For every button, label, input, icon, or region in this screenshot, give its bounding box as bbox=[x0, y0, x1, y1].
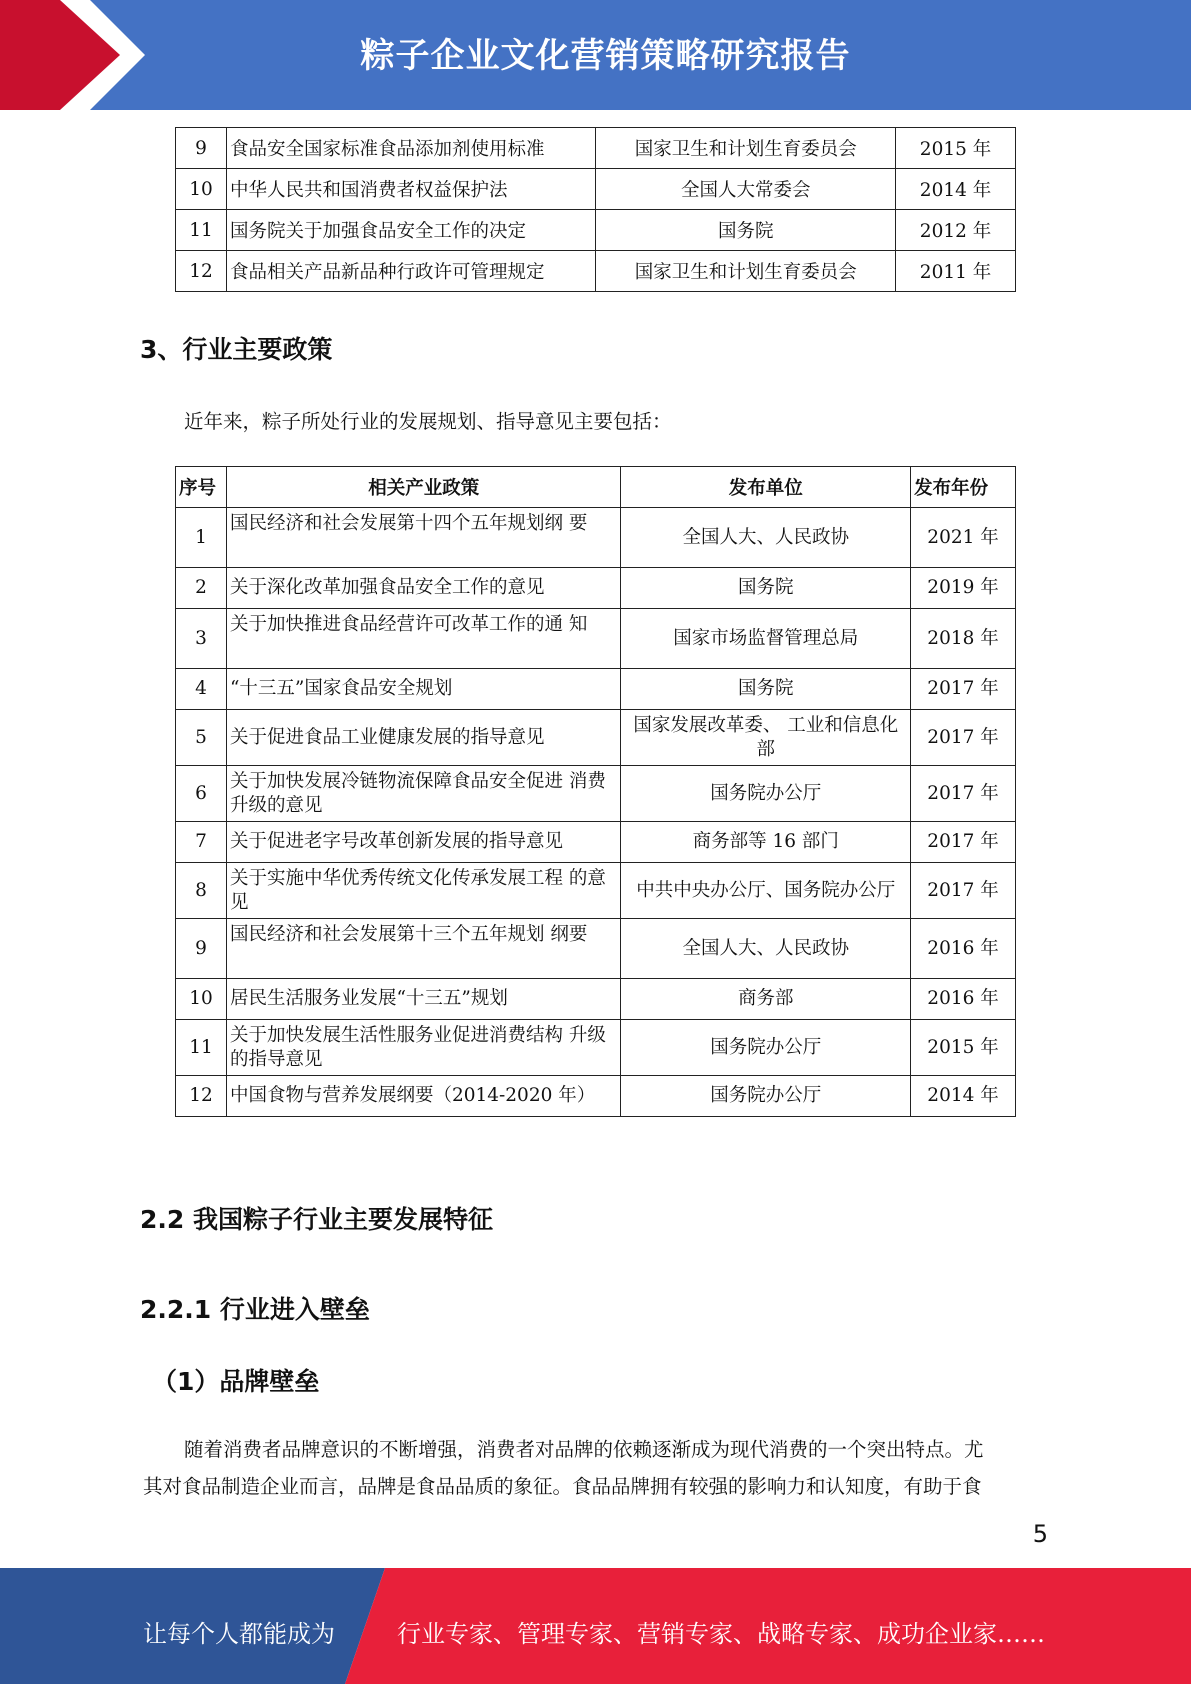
table-row bbox=[176, 169, 1016, 210]
year: 2016 年 bbox=[911, 919, 1016, 979]
issuer: 国务院 bbox=[621, 669, 911, 710]
row-number: 10 bbox=[176, 979, 227, 1020]
policy-name: 中国食物与营养发展纲要（2014-2020 年） bbox=[226, 1076, 621, 1117]
table-row bbox=[176, 1020, 1016, 1076]
row-number: 9 bbox=[176, 128, 227, 169]
table-row bbox=[176, 766, 1016, 822]
row-number: 2 bbox=[176, 568, 227, 609]
issuer: 商务部 bbox=[621, 979, 911, 1020]
table-row bbox=[176, 1076, 1016, 1117]
table-row bbox=[176, 609, 1016, 669]
subsection-heading-brand-barrier: （1）品牌壁垒 bbox=[152, 1367, 320, 1396]
issuer: 中共中央办公厅、国务院办公厅 bbox=[621, 863, 911, 919]
year: 2011 年 bbox=[896, 251, 1016, 292]
table-row bbox=[176, 979, 1016, 1020]
table-row bbox=[176, 128, 1016, 169]
issuer: 商务部等 16 部门 bbox=[621, 822, 911, 863]
table-row bbox=[176, 251, 1016, 292]
policy-name: “十三五”国家食品安全规划 bbox=[226, 669, 621, 710]
issuer: 国家发展改革委、 工业和信息化部 bbox=[621, 710, 911, 766]
issuer: 国家卫生和计划生育委员会 bbox=[596, 251, 896, 292]
policy-name: 关于深化改革加强食品安全工作的意见 bbox=[226, 568, 621, 609]
body-text-line-2: 其对食品制造企业而言，品牌是食品品质的象征。食品品牌拥有较强的影响力和认知度，有助于食 bbox=[143, 1475, 982, 1498]
row-number: 12 bbox=[176, 251, 227, 292]
year: 2017 年 bbox=[911, 822, 1016, 863]
year: 2017 年 bbox=[911, 669, 1016, 710]
regulation-name: 国务院关于加强食品安全工作的决定 bbox=[226, 210, 596, 251]
policy-name: 关于加快发展生活性服务业促进消费结构 升级的指导意见 bbox=[226, 1020, 621, 1076]
issuer: 国家市场监督管理总局 bbox=[621, 609, 911, 669]
policy-name: 关于促进老字号改革创新发展的指导意见 bbox=[226, 822, 621, 863]
year: 2021 年 bbox=[911, 508, 1016, 568]
year: 2017 年 bbox=[911, 710, 1016, 766]
footer-slogan-right: 行业专家、管理专家、营销专家、战略专家、成功企业家…… bbox=[397, 1620, 1045, 1648]
issuer: 国务院 bbox=[596, 210, 896, 251]
policy-name: 国民经济和社会发展第十四个五年规划纲 要 bbox=[226, 508, 621, 568]
table-row bbox=[176, 508, 1016, 568]
row-number: 7 bbox=[176, 822, 227, 863]
table-row bbox=[176, 710, 1016, 766]
header-policy: 相关产业政策 bbox=[226, 467, 621, 508]
section-intro: 近年来，粽子所处行业的发展规划、指导意见主要包括： bbox=[184, 410, 672, 433]
row-number: 11 bbox=[176, 210, 227, 251]
year: 2019 年 bbox=[911, 568, 1016, 609]
year: 2015 年 bbox=[911, 1020, 1016, 1076]
year: 2016 年 bbox=[911, 979, 1016, 1020]
table-row bbox=[176, 210, 1016, 251]
page-number: 5 bbox=[1032, 1520, 1048, 1548]
issuer: 国务院 bbox=[621, 568, 911, 609]
issuer: 全国人大、人民政协 bbox=[621, 919, 911, 979]
year: 2018 年 bbox=[911, 609, 1016, 669]
table-row bbox=[176, 669, 1016, 710]
table-row bbox=[176, 919, 1016, 979]
issuer: 国务院办公厅 bbox=[621, 1020, 911, 1076]
body-text-line-1: 随着消费者品牌意识的不断增强，消费者对品牌的依赖逐渐成为现代消费的一个突出特点。尤 bbox=[184, 1438, 984, 1461]
header-no: 序号 bbox=[176, 467, 227, 508]
regulation-name: 中华人民共和国消费者权益保护法 bbox=[226, 169, 596, 210]
issuer: 国务院办公厅 bbox=[621, 766, 911, 822]
report-title: 粽子企业文化营销策略研究报告 bbox=[360, 36, 851, 76]
table-row bbox=[176, 568, 1016, 609]
year: 2017 年 bbox=[911, 863, 1016, 919]
section-heading-2-2: 2.2 我国粽子行业主要发展特征 bbox=[140, 1205, 493, 1234]
header-year: 发布年份 bbox=[911, 467, 1016, 508]
footer-slogan-left: 让每个人都能成为 bbox=[143, 1620, 335, 1648]
policy-name: 居民生活服务业发展“十三五”规划 bbox=[226, 979, 621, 1020]
year: 2014 年 bbox=[911, 1076, 1016, 1117]
policy-table bbox=[175, 466, 1016, 1117]
policy-name: 关于加快发展冷链物流保障食品安全促进 消费升级的意见 bbox=[226, 766, 621, 822]
year: 2012 年 bbox=[896, 210, 1016, 251]
row-number: 9 bbox=[176, 919, 227, 979]
policy-name: 国民经济和社会发展第十三个五年规划 纲要 bbox=[226, 919, 621, 979]
row-number: 1 bbox=[176, 508, 227, 568]
page-header bbox=[0, 0, 1191, 110]
regulation-name: 食品安全国家标准食品添加剂使用标准 bbox=[226, 128, 596, 169]
row-number: 10 bbox=[176, 169, 227, 210]
row-number: 5 bbox=[176, 710, 227, 766]
year: 2017 年 bbox=[911, 766, 1016, 822]
policy-name: 关于加快推进食品经营许可改革工作的通 知 bbox=[226, 609, 621, 669]
table-row bbox=[176, 822, 1016, 863]
policy-name: 关于促进食品工业健康发展的指导意见 bbox=[226, 710, 621, 766]
section-heading-2-2-1: 2.2.1 行业进入壁垒 bbox=[140, 1295, 370, 1324]
issuer: 全国人大、人民政协 bbox=[621, 508, 911, 568]
regulation-name: 食品相关产品新品种行政许可管理规定 bbox=[226, 251, 596, 292]
regulation-table-continued bbox=[175, 127, 1016, 292]
section-heading-3: 3、行业主要政策 bbox=[140, 335, 333, 364]
row-number: 8 bbox=[176, 863, 227, 919]
header-issuer: 发布单位 bbox=[621, 467, 911, 508]
row-number: 3 bbox=[176, 609, 227, 669]
year: 2014 年 bbox=[896, 169, 1016, 210]
issuer: 国家卫生和计划生育委员会 bbox=[596, 128, 896, 169]
year: 2015 年 bbox=[896, 128, 1016, 169]
issuer: 全国人大常委会 bbox=[596, 169, 896, 210]
table-header-row bbox=[176, 467, 1016, 508]
row-number: 4 bbox=[176, 669, 227, 710]
row-number: 11 bbox=[176, 1020, 227, 1076]
row-number: 6 bbox=[176, 766, 227, 822]
issuer: 国务院办公厅 bbox=[621, 1076, 911, 1117]
row-number: 12 bbox=[176, 1076, 227, 1117]
policy-name: 关于实施中华优秀传统文化传承发展工程 的意见 bbox=[226, 863, 621, 919]
table-row bbox=[176, 863, 1016, 919]
